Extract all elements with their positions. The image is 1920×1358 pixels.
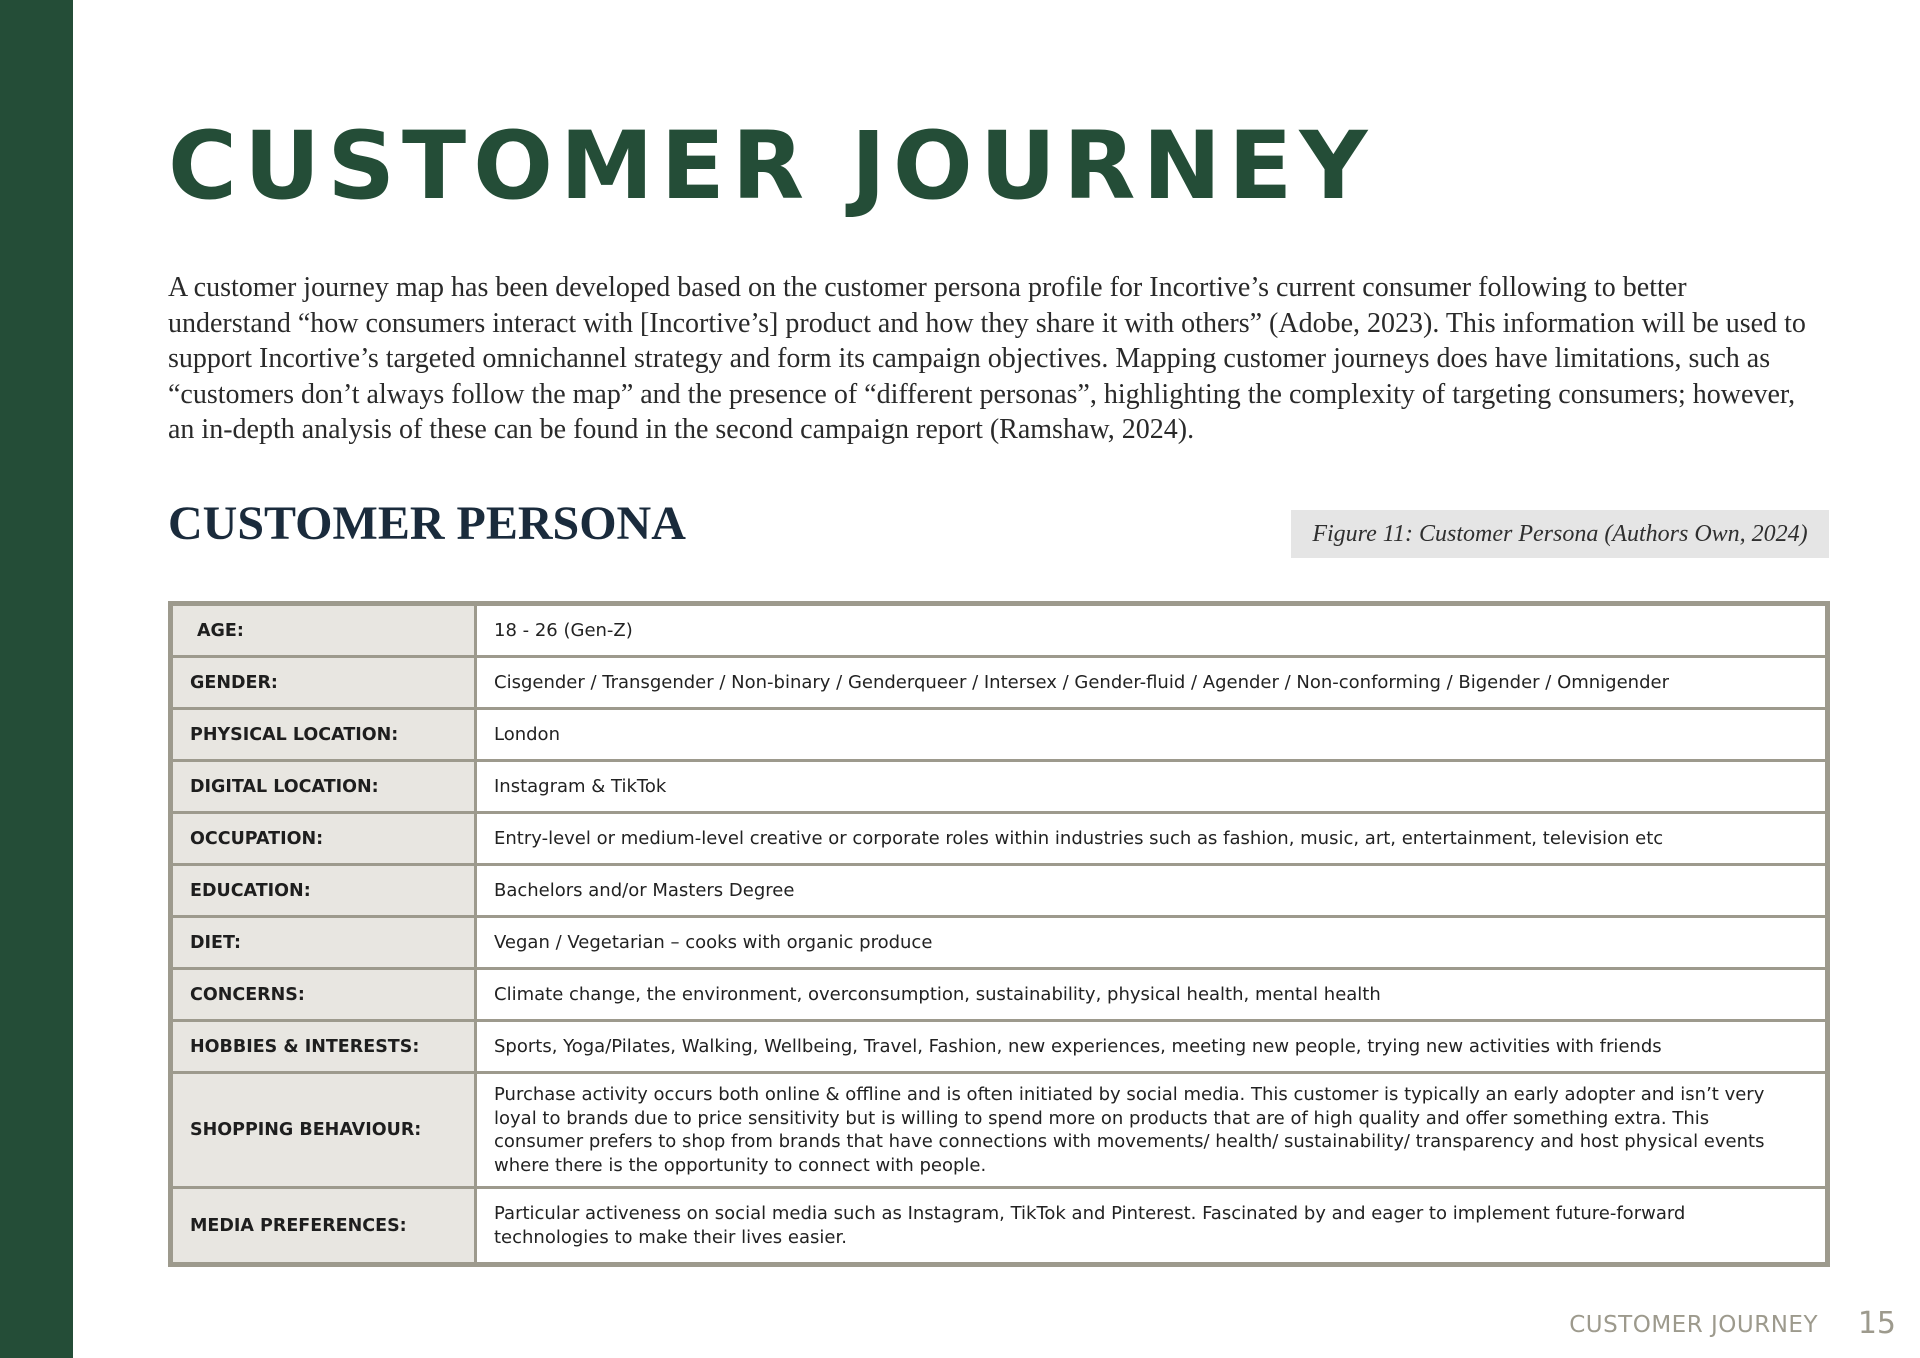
table-row-diet (173, 918, 1825, 967)
row-label: EDUCATION: (173, 866, 474, 915)
side-accent-bar (0, 0, 73, 1358)
table-row-physical-location (173, 710, 1825, 759)
row-value: Instagram & TikTok (477, 762, 1825, 811)
page-number: 15 (1857, 1306, 1896, 1341)
row-label: GENDER: (173, 658, 474, 707)
persona-table (168, 601, 1830, 1267)
table-row-media-preferences (173, 1189, 1825, 1262)
section-heading: CUSTOMER PERSONA (168, 497, 686, 550)
row-value: Cisgender / Transgender / Non-binary / Genderqueer / Intersex / Gender-fluid / Agender / Non-conforming / Bigender / Omnigender (477, 658, 1825, 707)
table-row-gender (173, 658, 1825, 707)
table-row-concerns (173, 970, 1825, 1019)
table-row-age (173, 606, 1825, 655)
row-value: Particular activeness on social media such as Instagram, TikTok and Pinterest. Fascinated by and eager to implement future-forward technologies to make their lives easier. (477, 1189, 1825, 1262)
row-value: Vegan / Vegetarian – cooks with organic produce (477, 918, 1825, 967)
row-label: PHYSICAL LOCATION: (173, 710, 474, 759)
figure-caption: Figure 11: Customer Persona (Authors Own, 2024) (1291, 510, 1829, 558)
table-row-digital-location (173, 762, 1825, 811)
row-label: CONCERNS: (173, 970, 474, 1019)
row-label: AGE: (173, 606, 474, 655)
row-label: MEDIA PREFERENCES: (173, 1189, 474, 1262)
page-title: CUSTOMER JOURNEY (168, 112, 1375, 221)
row-label: DIET: (173, 918, 474, 967)
row-label: SHOPPING BEHAVIOUR: (173, 1074, 474, 1186)
table-row-shopping-behaviour (173, 1074, 1825, 1186)
row-label: OCCUPATION: (173, 814, 474, 863)
row-value: London (477, 710, 1825, 759)
row-value: Bachelors and/or Masters Degree (477, 866, 1825, 915)
row-value: Sports, Yoga/Pilates, Walking, Wellbeing, Travel, Fashion, new experiences, meeting new people, trying new activities with friends (477, 1022, 1825, 1071)
table-row-occupation (173, 814, 1825, 863)
intro-paragraph: A customer journey map has been developed based on the customer persona profile for Incortive’s current consumer following to better understand “how consumers interact with [Incortive’s] product and how they share it with others” (Adobe, 2023). This information will be used to support Incortive’s targeted omnichannel strategy and form its campaign objectives. Mapping customer journeys does have limitations, such as “customers don’t always follow the map” and the presence of “different personas”, highlighting the complexity of targeting consumers; however, an in-depth analysis of these can be found in the second campaign report (Ramshaw, 2024). (168, 272, 1806, 445)
table-row-hobbies-interests (173, 1022, 1825, 1071)
row-value: Climate change, the environment, overconsumption, sustainability, physical health, mental health (477, 970, 1825, 1019)
row-value: Entry-level or medium-level creative or corporate roles within industries such as fashion, music, art, entertainment, television etc (477, 814, 1825, 863)
footer-section-label: CUSTOMER JOURNEY (1569, 1312, 1818, 1338)
row-label: DIGITAL LOCATION: (173, 762, 474, 811)
row-value: 18 - 26 (Gen-Z) (477, 606, 1825, 655)
table-row-education (173, 866, 1825, 915)
row-value: Purchase activity occurs both online & offline and is often initiated by social media. This customer is typically an early adopter and isn’t very loyal to brands due to price sensitivity but is willing to spend more on products that are of high quality and offer something extra. This consumer prefers to shop from brands that have connections with movements/ health/ sustainability/ transparency and host physical events where there is the opportunity to connect with people. (477, 1074, 1825, 1186)
row-label: HOBBIES & INTERESTS: (173, 1022, 474, 1071)
